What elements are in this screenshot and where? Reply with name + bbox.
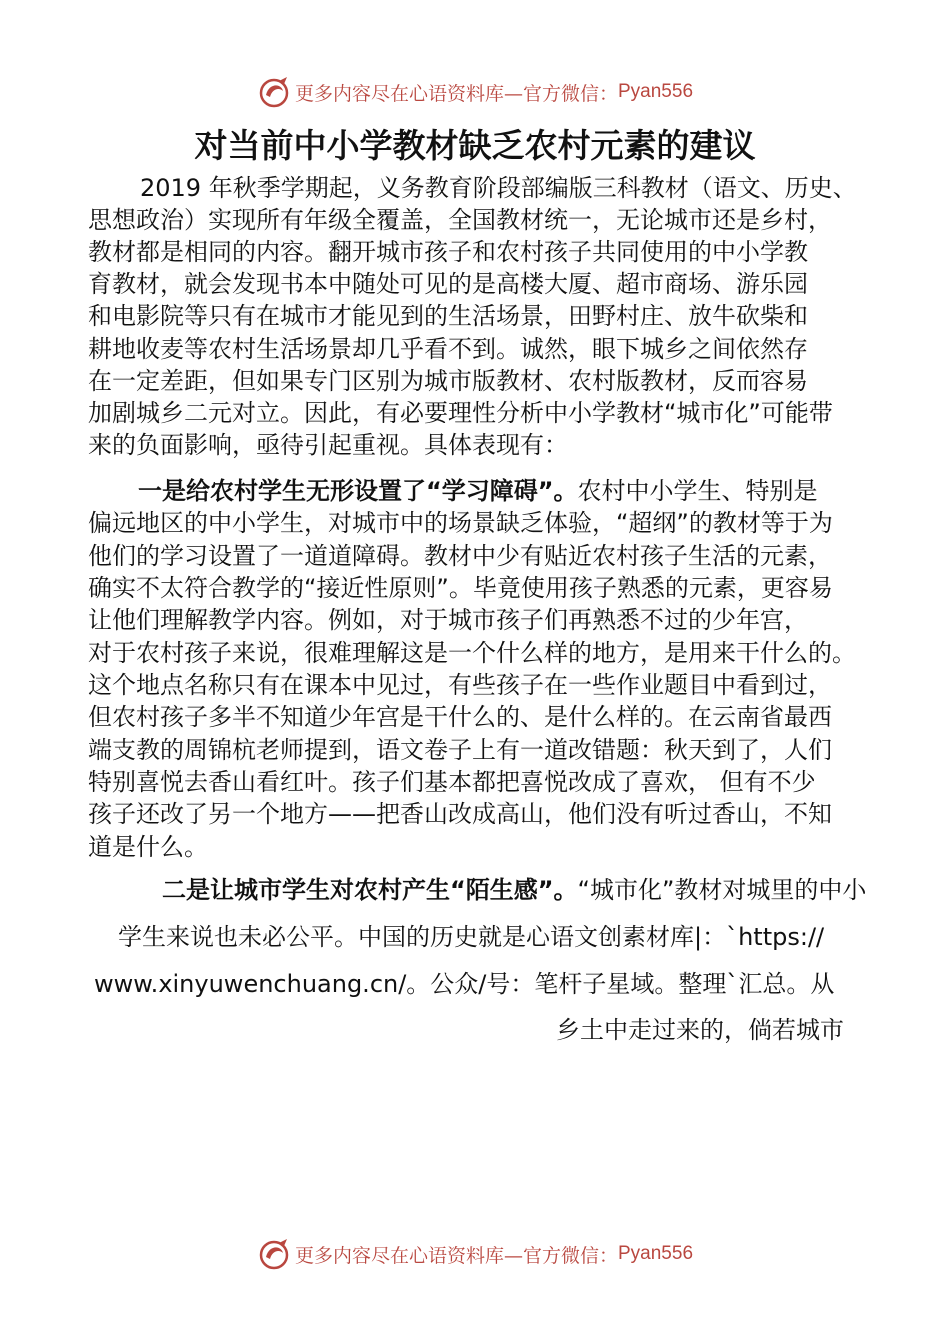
banner-text: 更多内容尽在心语资料库—官方微信： xyxy=(294,1244,618,1267)
para1-line: 和电影院等只有在城市才能见到的生活场景，田野村庄、放牛砍柴和 xyxy=(88,302,808,330)
swirl-logo-icon xyxy=(257,75,291,109)
para3-first-rest: “城市化”教材对城里的中小 xyxy=(577,876,867,904)
para2-line: 端支教的周锦杭老师提到，语文卷子上有一道改错题：秋天到了，人们 xyxy=(88,736,832,764)
para2-line: 特别喜悦去香山看红叶。孩子们基本都把喜悦改成了喜欢， 但有不少 xyxy=(88,768,816,796)
para2-line: 确实不太符合教学的“接近性原则”。毕竟使用孩子熟悉的元素，更容易 xyxy=(88,574,833,602)
banner-handle: Pyan556 xyxy=(618,1243,694,1264)
para2-line: 对于农村孩子来说，很难理解这是一个什么样的地方，是用来干什么的。 xyxy=(88,639,856,667)
para2-line: 道是什么。 xyxy=(88,833,208,861)
para2-heading: 一是给农村学生无形设置了“学习障碍”。 xyxy=(138,477,578,505)
para2-line: 他们的学习设置了一道道障碍。教材中少有贴近农村孩子生活的元素， xyxy=(88,542,832,570)
para2-line: 让他们理解教学内容。例如，对于城市孩子们再熟悉不过的少年宫， xyxy=(88,606,808,634)
para1-line: 2019 年秋季学期起，义务教育阶段部编版三科教材（语文、历史、 xyxy=(140,174,857,202)
para3-line: www.xinyuwenchuang.cn/。公众/号：笔杆子星域。整理`汇总。从 xyxy=(94,970,835,998)
para1-line: 在一定差距，但如果专门区别为城市版教材、农村版教材，反而容易 xyxy=(88,367,808,395)
para3-line: 学生来说也未必公平。中国的历史就是心语文创素材库|：`https:// xyxy=(118,923,825,951)
para3-first-line xyxy=(162,874,866,906)
para2-line: 偏远地区的中小学生，对城市中的场景缺乏体验，“超纲”的教材等于为 xyxy=(88,509,833,537)
banner-handle: Pyan556 xyxy=(618,81,694,102)
para1-line: 思想政治）实现所有年级全覆盖，全国教材统一，无论城市还是乡村， xyxy=(88,206,832,234)
footer-banner xyxy=(0,1234,950,1274)
para1-line: 来的负面影响，亟待引起重视。具体表现有： xyxy=(88,431,568,459)
para2-line: 但农村孩子多半不知道少年宫是干什么的、是什么样的。在云南省最西 xyxy=(88,703,832,731)
banner-text: 更多内容尽在心语资料库—官方微信： xyxy=(294,82,618,105)
header-banner xyxy=(0,72,950,112)
para3-line: 乡土中走过来的，倘若城市 xyxy=(556,1016,844,1044)
para3-heading: 二是让城市学生对农村产生“陌生感”。 xyxy=(162,876,578,904)
swirl-logo-icon xyxy=(257,1237,291,1271)
para2-line: 这个地点名称只有在课本中见过，有些孩子在一些作业题目中看到过， xyxy=(88,671,832,699)
para1-line: 育教材，就会发现书本中随处可见的是高楼大厦、超市商场、游乐园 xyxy=(88,270,808,298)
para2-first-line xyxy=(138,475,818,507)
page-title: 对当前中小学教材缺乏农村元素的建议 xyxy=(194,126,756,165)
para2-line: 孩子还改了另一个地方——把香山改成高山，他们没有听过香山，不知 xyxy=(88,800,832,828)
para1-line: 耕地收麦等农村生活场景却几乎看不到。诚然，眼下城乡之间依然存 xyxy=(88,335,808,363)
para1-line: 加剧城乡二元对立。因此，有必要理性分析中小学教材“城市化”可能带 xyxy=(88,399,833,427)
para1-line: 教材都是相同的内容。翻开城市孩子和农村孩子共同使用的中小学教 xyxy=(88,238,808,266)
para2-first-rest: 农村中小学生、特别是 xyxy=(577,477,818,505)
